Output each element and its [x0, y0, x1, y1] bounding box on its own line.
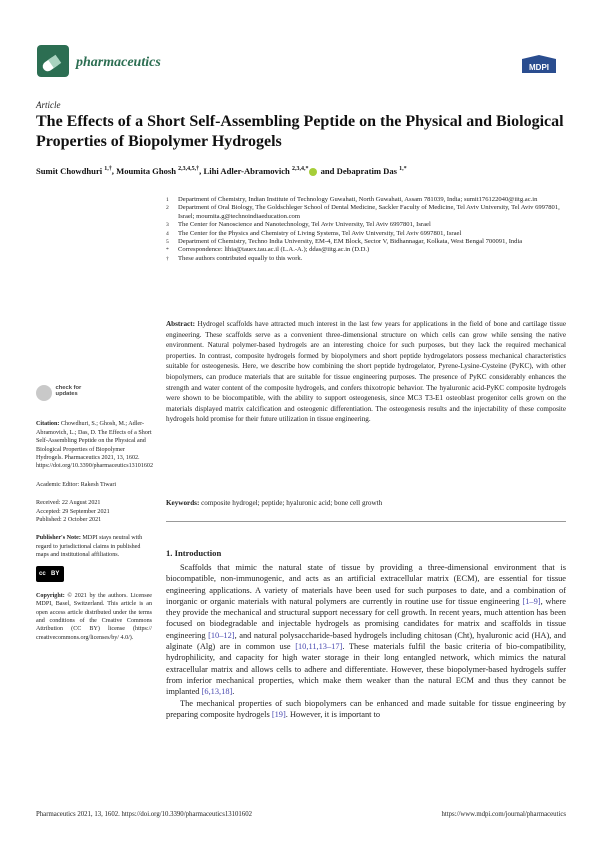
section-heading: 1. Introduction: [166, 548, 222, 558]
affiliation-item: [166, 204, 566, 221]
affiliation-number: *: [166, 247, 169, 254]
affiliation-number: 5: [166, 239, 169, 246]
author-name: Debapratim Das: [336, 166, 400, 176]
check-updates-icon: [36, 385, 52, 401]
affiliation-text: Department of Chemistry, Indian Institute of Technology Guwahati, North Guwahati, Assam 781039, India; sumit176122040@iitg.ac.in: [178, 196, 538, 203]
published-date: Published: 2 October 2021: [36, 517, 102, 524]
cc-by-text: BY: [51, 570, 60, 577]
mdpi-logo-text: MDPI: [529, 63, 549, 72]
author-affiliation-mark: 1,†: [104, 166, 112, 173]
keywords: [166, 499, 566, 507]
abstract: [166, 319, 566, 425]
editor-label: Academic Editor:: [36, 481, 80, 488]
received-date: Received: 22 August 2021: [36, 500, 101, 507]
affiliation-item: [166, 230, 566, 238]
affiliations: [166, 196, 566, 263]
affiliation-number: 2: [166, 205, 169, 212]
affiliation-item: [166, 221, 566, 229]
affiliation-number: 3: [166, 222, 169, 229]
affiliation-item: [166, 196, 566, 204]
copyright-text: © 2021 by the authors. Licensee MDPI, Basel, Switzerland. This article is an open access article distributed under the terms and conditions of the Creative Commons Attribution (CC BY) license (https:// creativecommons.org/licenses/by/ 4.0/).: [36, 592, 152, 641]
journal-name: pharmaceutics: [76, 55, 161, 70]
publisher-note-text: MDPI stays neutral with regard to jurisdictional claims in published maps and institutional affiliations.: [36, 535, 143, 559]
cc-text: cc: [39, 570, 46, 577]
citation-block: [36, 420, 152, 470]
cc-by-license-icon[interactable]: [36, 566, 64, 582]
section-divider: [166, 521, 566, 522]
affiliation-item: [166, 238, 566, 246]
abstract-text: Hydrogel scaffolds have attracted much interest in the last few years for applications in the field of bone and cartilage tissue engineering. These scaffolds serve as a convenient three-dimensional structure on which cells can grow while sensing the native environment. Natural polymer-based hydrogels are an interesting choice for such purposes, but they lack the required mechanical properties. In contrast, composite hydrogels formed by biopolymers and short peptide hydrogelators possess mechanical characteristics suitable for osteogenesis. Here, we describe how combining the short peptide hydrogelator, Pyrene-Lysine-Cysteine (PyKC), with other biopolymers, can produce materials that are suitable for tissue engineering purposes. The presence of PyKC considerably enhances the strength and water content of the composite hydrogels, and confers thixotropic behavior. The hyaluronic acid-PyKC composite hydrogels were shown to be biocompatible, with the ability to support osteogenesis, since MC3 T3-E1 osteoblast progenitor cells grown on the materials displayed matrix calcification and osteogenic differentiation. The osteogenesis results and the injectability of these composite hydrogels hold promise for their future utilization in tissue engineering.: [166, 320, 566, 424]
affiliation-text: The Center for Nanoscience and Nanotechnology, Tel Aviv University, Tel Aviv 6997801, Israel: [178, 221, 431, 229]
author-affiliation-mark: 2,3,4,5,†: [178, 166, 200, 173]
introduction-body: [166, 562, 566, 720]
updates-label: updates: [55, 391, 78, 397]
mdpi-logo-icon: [520, 55, 558, 75]
affiliation-text: Correspondence: lihia@tauex.tau.ac.il (L.A.-A.); ddas@iitg.ac.in (D.D.): [178, 246, 370, 254]
check-label: check for: [55, 385, 82, 391]
editor-name: Rakesh Tiwari: [80, 481, 117, 488]
orcid-icon[interactable]: [309, 168, 317, 176]
academic-editor: [36, 481, 152, 489]
author-affiliation-mark: 1,*: [399, 166, 407, 173]
author-affiliation-mark: 2,3,4,*: [291, 166, 309, 173]
sidebar: [36, 385, 152, 642]
affiliation-text: Department of Chemistry, Techno India University, EM-4, EM Block, Sector V, Bidhannagar, Kolkata, West Bengal 700091, India: [178, 238, 523, 246]
author-name: Moumita Ghosh: [116, 166, 179, 176]
footer-journal-url[interactable]: https://www.mdpi.com/journal/pharmaceutics: [441, 811, 566, 818]
keywords-label: Keywords:: [166, 499, 200, 507]
paragraph: Scaffolds that mimic the natural state of tissue by providing a three-dimensional environment that is biocompatible, non-immunogenic, and acts as an artificial extracellular matrix (ECM), are essential for tissue engineering applications. A variety of materials have been used for such purposes to date, and a combination of inorganic or organic materials with natural polymers are currently in routine use for tissue engineering [1–9], where they provide the mechanical and structural support necessary for cell growth. In recent years, much attention has been focused on biodegradable and injectable hydrogels as promising candidates for matrix and scaffolds in tissue engineering [10–12], and natural polysaccharide-based hydrogels including chitosan (Cht), hyaluronic acid (HA), and alginate (Alg) are in common use [10,11,13–17]. These materials fulfil the basic criteria of bio-compatibility, hydrophilicity, and capacity for high water storage in their long entangled network, which mimics the natural extracellular matrix and allows cells to adhere and differentiate. However, these biopolymer-based hydrogels suffer from inferior mechanical properties, which make them weaker than the natural ECM and thus they cannot be implanted [6,13,18].: [166, 563, 566, 697]
citation-label: Citation:: [36, 421, 60, 428]
abstract-label: Abstract:: [166, 320, 195, 328]
citation-link[interactable]: [6,13,18]: [201, 687, 233, 697]
citation-text: Chowdhuri, S.; Ghosh, M.; Adler-Abramovich, L.; Das, D. The Effects of a Short Self-Assembling Peptide on the Physical and Biological Properties of Biopolymer Hydrogels. Pharmaceutics 2021, 13, 1602. https://doi.org/10.3390/pharmaceutics13101602: [36, 421, 154, 470]
article-type: Article: [36, 100, 61, 110]
paragraph: The mechanical properties of such biopolymers can be enhanced and made suitable for tissue engineering by preparing composite hydrogels [19]. However, it is important to: [166, 698, 566, 719]
copyright: [36, 592, 152, 642]
paper-title: The Effects of a Short Self-Assembling Peptide on the Physical and Biological Properties of Biopolymer Hydrogels: [36, 113, 564, 150]
affiliation-number: 1: [166, 197, 169, 203]
affiliation-text: Department of Oral Biology, The Goldschleger School of Dental Medicine, Sackler Faculty of Medicine, Tel Aviv University, Tel Aviv 6997801, Israel; moumita.g@technoindiaeducation.com: [178, 204, 560, 220]
citation-link[interactable]: [10,11,13–17]: [295, 642, 343, 652]
publisher-note-label: Publisher's Note:: [36, 535, 81, 542]
page-footer: [36, 811, 566, 818]
copyright-label: Copyright:: [36, 592, 65, 599]
affiliation-text: The Center for the Physics and Chemistry of Living Systems, Tel Aviv University, Tel Aviv 6997801, Israel: [178, 229, 462, 237]
pharmaceutics-logo-icon: [36, 44, 70, 78]
citation-link[interactable]: [1–9]: [522, 596, 541, 606]
citation-link[interactable]: [10–12]: [208, 630, 235, 640]
keywords-text: composite hydrogel; peptide; hyaluronic acid; bone cell growth: [201, 499, 383, 507]
affiliation-text: These authors contributed equally to this work.: [178, 254, 303, 262]
author-name: Sumit Chowdhuri: [36, 166, 105, 176]
check-for-updates[interactable]: [36, 385, 152, 404]
affiliation-item: [166, 246, 566, 254]
author-name: Lihi Adler-Abramovich: [203, 166, 292, 176]
affiliation-item: [166, 255, 566, 263]
accepted-date: Accepted: 29 September 2021: [36, 508, 110, 515]
footer-citation: Pharmaceutics 2021, 13, 1602. https://doi.org/10.3390/pharmaceutics13101602: [36, 811, 253, 818]
author-list: Sumit Chowdhuri $^{1,\dagger}$, Moumita Ghosh $^{2,3,4,5,\dagger}$, Lihi Adler-Abramovich $^{2,3,4,*}$ and Debapratim Das $^{1,*}$: [36, 166, 407, 176]
affiliation-number: 4: [166, 230, 169, 237]
dates: [36, 499, 152, 524]
affiliation-number: †: [166, 255, 169, 262]
publisher-note: [36, 534, 152, 559]
citation-link[interactable]: [19]: [271, 709, 286, 719]
